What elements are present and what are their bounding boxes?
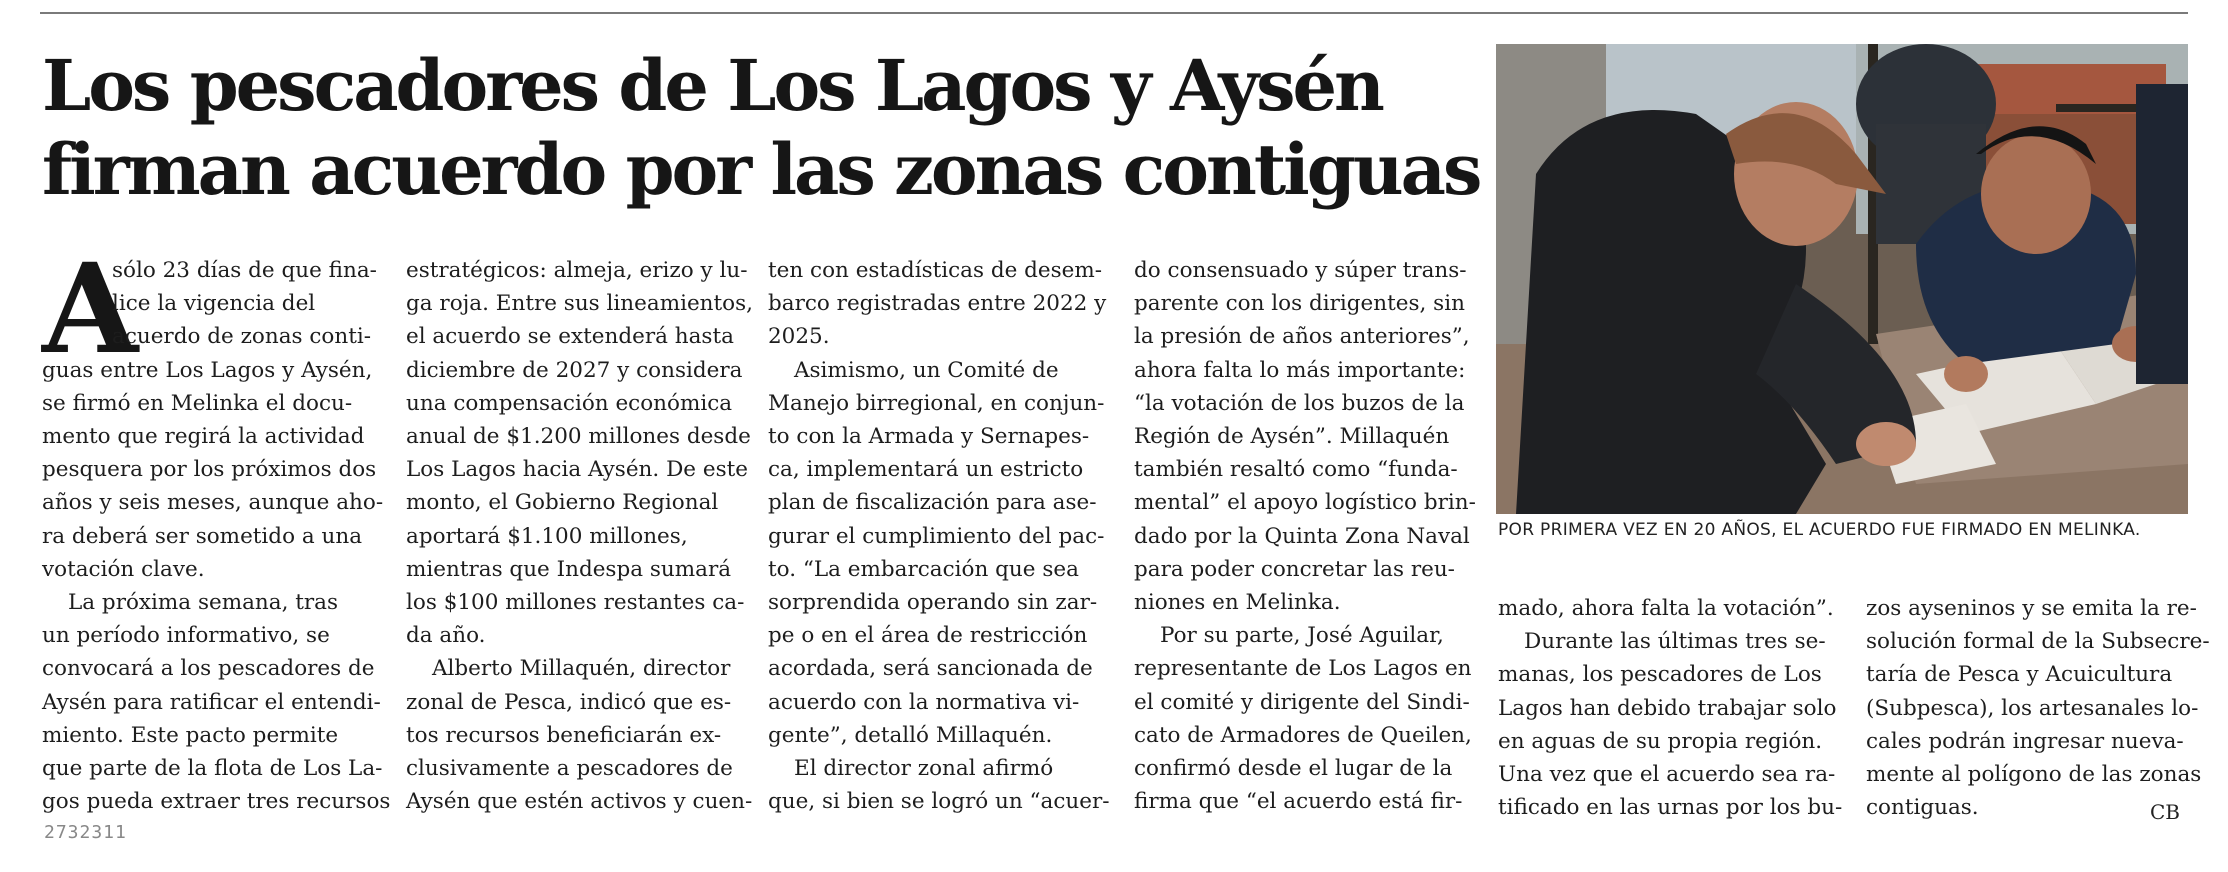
- text-line: acuerdo de zonas conti-: [112, 324, 371, 350]
- text-line: taría de Pesca y Acuicultura: [1866, 662, 2173, 688]
- top-rule: [40, 12, 2188, 14]
- drop-cap: A: [42, 237, 139, 382]
- text-line: los $100 millones restantes ca-: [406, 590, 745, 616]
- text-line: anual de $1.200 millones desde: [406, 424, 751, 450]
- text-line: una compensación económica: [406, 390, 733, 416]
- text-line: el acuerdo se extenderá hasta: [406, 324, 734, 350]
- text-line: parente con los dirigentes, sin: [1134, 291, 1465, 317]
- text-line: cales podrán ingresar nueva-: [1866, 728, 2184, 754]
- text-line: gos pueda extraer tres recursos: [42, 789, 391, 815]
- text-line: años y seis meses, aunque aho-: [42, 490, 384, 516]
- text-line: representante de Los Lagos en: [1134, 656, 1472, 682]
- text-line: tos recursos beneficiarán ex-: [406, 722, 722, 748]
- text-line: ten con estadísticas de desem-: [768, 258, 1103, 283]
- text-line: clusivamente a pescadores de: [406, 756, 733, 782]
- text-line: “la votación de los buzos de la: [1134, 390, 1465, 416]
- text-line: ca, implementará un estricto: [768, 457, 1084, 483]
- text-line: se firmó en Melinka el docu-: [42, 390, 353, 416]
- text-line: mente al polígono de las zonas: [1866, 762, 2202, 788]
- text-line: Aysén que estén activos y cuen-: [406, 789, 753, 815]
- text-line: acuerdo con la normativa vi-: [768, 689, 1080, 715]
- article-column-3: [768, 254, 1110, 818]
- text-line: Lagos han debido trabajar solo: [1498, 695, 1837, 721]
- text-line: un período informativo, se: [42, 623, 330, 649]
- text-line: gurar el cumplimiento del pac-: [768, 523, 1105, 549]
- text-line: que parte de la flota de Los La-: [42, 756, 383, 782]
- text-line: guas entre Los Lagos y Aysén,: [42, 357, 373, 383]
- text-line: dado por la Quinta Zona Naval: [1134, 523, 1470, 549]
- article-column-1: [42, 254, 391, 818]
- text-line: to. “La embarcación que sea: [768, 556, 1079, 582]
- text-line: manas, los pescadores de Los: [1498, 662, 1822, 688]
- news-photo: [1496, 44, 2188, 514]
- text-line: estratégicos: almeja, erizo y lu-: [406, 258, 748, 283]
- text-line: firma que “el acuerdo está fir-: [1134, 789, 1463, 815]
- text-line: Los Lagos hacia Aysén. De este: [406, 457, 748, 483]
- text-line: gente”, detalló Millaquén.: [768, 722, 1053, 748]
- text-line: niones en Melinka.: [1134, 590, 1341, 616]
- text-line: diciembre de 2027 y considera: [406, 357, 743, 383]
- text-line: tificado en las urnas por los bu-: [1498, 795, 1843, 821]
- text-line: Por su parte, José Aguilar,: [1160, 623, 1444, 649]
- headline-line-2: firman acuerdo por las zonas contiguas: [42, 128, 1480, 211]
- article-column-4: [1134, 254, 1476, 818]
- text-line: mado, ahora falta la votación”.: [1498, 596, 1834, 621]
- text-line: Manejo birregional, en conjun-: [768, 390, 1105, 416]
- text-line: El director zonal afirmó: [794, 756, 1054, 782]
- text-line: Asimismo, un Comité de: [794, 357, 1059, 383]
- text-line: do consensuado y súper trans-: [1134, 258, 1467, 283]
- text-line: Alberto Millaquén, director: [432, 656, 731, 682]
- text-line: pesquera por los próximos dos: [42, 457, 377, 483]
- text-line: zos ayseninos y se emita la re-: [1866, 596, 2197, 621]
- headline: [42, 44, 1482, 212]
- article-column-2: [406, 254, 753, 818]
- text-line: (Subpesca), los artesanales lo-: [1866, 695, 2199, 721]
- text-line: ahora falta lo más importante:: [1134, 357, 1466, 383]
- text-line: zonal de Pesca, indicó que es-: [406, 689, 732, 715]
- photo-illustration: [1496, 44, 2188, 514]
- article-column-6: [1866, 592, 2210, 824]
- text-line: la presión de años anteriores”,: [1134, 324, 1470, 350]
- text-line: miento. Este pacto permite: [42, 722, 339, 748]
- text-line: cato de Armadores de Queilen,: [1134, 722, 1472, 748]
- text-line: que, si bien se logró un “acuer-: [768, 789, 1110, 815]
- text-line: lice la vigencia del: [112, 291, 316, 317]
- text-line: en aguas de su propia región.: [1498, 728, 1823, 754]
- text-line: La próxima semana, tras: [68, 590, 339, 616]
- text-line: para poder concretar las reu-: [1134, 556, 1455, 582]
- text-line: votación clave.: [42, 556, 205, 582]
- text-line: 2025.: [768, 324, 830, 350]
- author-signature: CB: [2150, 800, 2180, 824]
- text-line: contiguas.: [1866, 795, 1979, 821]
- text-line: ra deberá ser sometido a una: [42, 523, 363, 549]
- text-line: mento que regirá la actividad: [42, 424, 365, 450]
- text-line: sorprendida operando sin zar-: [768, 590, 1098, 616]
- text-line: ga roja. Entre sus lineamientos,: [406, 291, 753, 317]
- photo-caption: POR PRIMERA VEZ EN 20 AÑOS, EL ACUERDO FUE FIRMADO EN MELINKA.: [1498, 520, 2141, 540]
- text-line: convocará a los pescadores de: [42, 656, 375, 682]
- text-line: Aysén para ratificar el entendi-: [42, 689, 381, 715]
- text-line: Una vez que el acuerdo sea ra-: [1498, 762, 1836, 788]
- text-line: pe o en el área de restricción: [768, 623, 1088, 649]
- text-line: acordada, será sancionada de: [768, 656, 1093, 682]
- text-line: el comité y dirigente del Sindi-: [1134, 689, 1470, 715]
- text-line: aportará $1.100 millones,: [406, 523, 688, 549]
- text-line: to con la Armada y Sernapes-: [768, 424, 1090, 450]
- text-line: sólo 23 días de que fina-: [112, 258, 377, 283]
- text-line: da año.: [406, 623, 486, 649]
- text-line: mental” el apoyo logístico brin-: [1134, 490, 1476, 516]
- text-line: confirmó desde el lugar de la: [1134, 756, 1453, 782]
- text-line: monto, el Gobierno Regional: [406, 490, 719, 516]
- headline-line-1: Los pescadores de Los Lagos y Aysén: [42, 44, 1382, 127]
- text-line: solución formal de la Subsecre-: [1866, 629, 2210, 655]
- clip-id: 2732311: [44, 822, 127, 843]
- text-line: Región de Aysén”. Millaquén: [1134, 424, 1450, 450]
- text-line: barco registradas entre 2022 y: [768, 291, 1107, 317]
- text-line: mientras que Indespa sumará: [406, 556, 732, 582]
- article-column-5: [1498, 592, 1843, 824]
- text-line: plan de fiscalización para ase-: [768, 490, 1097, 516]
- text-line: también resaltó como “funda-: [1134, 457, 1458, 483]
- text-line: Durante las últimas tres se-: [1524, 629, 1826, 655]
